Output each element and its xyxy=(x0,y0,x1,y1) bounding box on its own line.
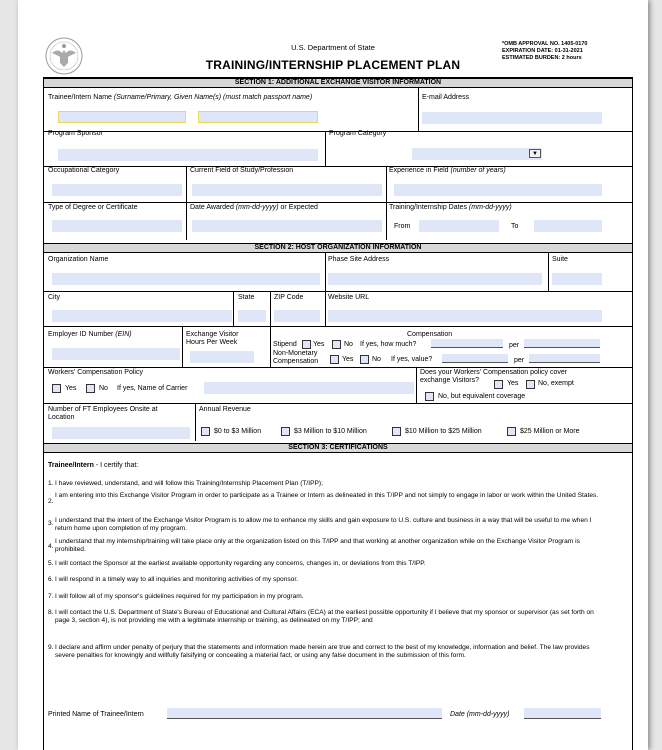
stipend-label: Stipend xyxy=(273,341,297,348)
trainee-name-label: Trainee/Intern Name (Surname/Primary, Given Name(s) (must match passport name) xyxy=(48,94,313,101)
signature-date-label: Date (mm-dd-yyyy) xyxy=(450,711,510,718)
to-date-input[interactable] xyxy=(534,220,602,232)
experience-label: Experience in Field (number of years) xyxy=(389,167,506,174)
wc-cover-yes-label: Yes xyxy=(507,380,519,387)
zip-input[interactable] xyxy=(274,310,320,322)
workers-comp-no-checkbox[interactable] xyxy=(86,384,95,393)
city-label: City xyxy=(48,294,61,301)
program-sponsor-label: Program Sponsor xyxy=(48,130,103,137)
site-address-label: Phase Site Address xyxy=(328,256,390,263)
wc-cover-label-2: exchange Visitors? xyxy=(420,377,480,384)
department-name: U.S. Department of State xyxy=(291,43,375,52)
how-much-label: If yes, how much? xyxy=(360,341,417,348)
suite-label: Suite xyxy=(552,256,568,263)
hours-label-1: Exchange Visitor xyxy=(186,331,239,338)
revenue-25-plus-checkbox[interactable] xyxy=(507,427,516,436)
non-monetary-value-input[interactable] xyxy=(442,354,508,363)
stipend-yes-label: Yes xyxy=(313,341,325,348)
chevron-down-icon[interactable]: ▼ xyxy=(529,149,541,158)
wc-cover-label-1: Does your Workers' Compensation policy cover xyxy=(420,369,568,376)
non-monetary-per-label: per xyxy=(514,357,525,364)
revenue-10-25-checkbox[interactable] xyxy=(392,427,401,436)
training-dates-label: Training/Internship Dates (mm-dd-yyyy) xyxy=(389,204,512,211)
omb-expiration: EXPIRATION DATE: 01-31-2021 xyxy=(502,48,583,54)
email-input[interactable] xyxy=(422,112,602,124)
section1-heading: SECTION 1: ADDITIONAL EXCHANGE VISITOR INFORMATION xyxy=(44,78,632,88)
wc-cover-yes-checkbox[interactable] xyxy=(494,380,503,389)
stipend-per-label: per xyxy=(509,342,520,349)
date-awarded-input[interactable] xyxy=(192,220,382,232)
ein-input[interactable] xyxy=(52,348,180,360)
ft-employees-input[interactable] xyxy=(52,427,190,439)
wc-exempt-label: No, exempt xyxy=(538,380,574,387)
hours-input[interactable] xyxy=(190,351,254,363)
state-input[interactable] xyxy=(238,310,266,322)
section2-heading: SECTION 2: HOST ORGANIZATION INFORMATION xyxy=(44,243,632,253)
hours-label-2: Hours Per Week xyxy=(186,339,238,346)
revenue-10-25-label: $10 Million to $25 Million xyxy=(405,428,482,435)
current-field-input[interactable] xyxy=(192,184,382,196)
revenue-3-10-label: $3 Million to $10 Million xyxy=(294,428,367,435)
non-monetary-no-label: No xyxy=(372,356,381,363)
carrier-label: If yes, Name of Carrier xyxy=(117,385,188,392)
to-label: To xyxy=(511,223,519,230)
non-monetary-yes-checkbox[interactable] xyxy=(330,355,339,364)
org-name-input[interactable] xyxy=(52,273,320,285)
occupational-category-label: Occupational Category xyxy=(48,167,120,174)
stipend-amount-input[interactable] xyxy=(431,339,503,348)
suite-input[interactable] xyxy=(552,273,602,285)
revenue-0-3-label: $0 to $3 Million xyxy=(214,428,262,435)
city-input[interactable] xyxy=(52,310,232,322)
from-date-input[interactable] xyxy=(419,220,499,232)
stipend-yes-checkbox[interactable] xyxy=(302,340,311,349)
wc-equivalent-checkbox[interactable] xyxy=(425,392,434,401)
certification-intro: Trainee/Intern - I certify that: xyxy=(48,462,139,469)
date-awarded-label: Date Awarded (mm-dd-yyyy) or Expected xyxy=(190,204,318,211)
state-label: State xyxy=(238,294,255,301)
ein-label: Employer ID Number (EIN) xyxy=(48,331,132,338)
form-page xyxy=(18,0,648,750)
non-monetary-period-input[interactable] xyxy=(529,354,600,363)
degree-type-input[interactable] xyxy=(52,220,182,232)
given-name-input[interactable] xyxy=(198,111,318,123)
stipend-no-checkbox[interactable] xyxy=(332,340,341,349)
form-body: SECTION 1: ADDITIONAL EXCHANGE VISITOR INFORMATION Trainee/Intern Name (Surname/Primary, Given Name(s) (must match passport name) E-mail Address Program Sponsor Program Category ▼ Occupational Category Current Field of Study/Profession Experience in Field (number of years) Type of Degree or Certificate Date Awarded (mm-dd-yyyy) or Expected Training/Internship Dates (mm-dd-yyyy) From To SECTION 2: HOST ORGANIZATION INFORMATION Organization Name Phase Site Address Suite City State ZIP Code Website URL Employer ID Number (EIN) Exchange Visitor Hours Per Week Compensation Stipend Yes No If yes, how much? per Non-Monetary Compensation Yes No If yes, value? per Workers' Compensation Policy Yes No If yes, Name of Carrier Does your Workers' Compensation policy cover exchange Visitors? Yes No, exempt No, but equivalent coverage Number of FT Employees Onsite at Location Annual Revenue $0 to $3 Million $3 Million to $10 Million $10 Million to $25 Million $25 Million or More SECTION 3: CERTIFICATIONS Trainee/Intern - I certify that: 1. I have reviewed, understand, and will follow this Training/Internship Placement Plan (T/IPP); 2. I am entering into this Exchange Visitor Program in order to participate as a Trainee or Intern as delineated in this T/IPP and not simply to engage in labor or work within the United States. 3. I understand that the intent of the Exchange Visitor Program is to allow me to enhance my skills and gain exposure to U.S. culture and business in a way that will be useful to me when I return home upon completion of my program. 4. I understand that my internship/training will take place only at the organization listed on this T/IPP and that working at another organization while on the Exchange Visitor Program is prohibited. 5. I will contact the Sponsor at the earliest available opportunity regarding any concerns, changes in, or deviations from this T/IPP. 6. I will respond in a timely way to all inquiries and monitoring activities of my sponsor. 7. I will follow all of my sponsor's guidelines required for my participation in my program. 8. I will contact the U.S. Department of State's Bureau of Educational and Cultural Affairs (ECA) at the earliest possible opportunity if I believe that my sponsor or supervisor (as set forth on page 3, section 4), is not providing me with a legitimate internship or training, as delineated on my T/IPP; and 9. I declare and affirm under penalty of perjury that the statements and information made herein are true and correct to the best of my knowledge, information and belief. The law provides severe penalties for knowingly and willfully falsifying or concealing a material fact, or using any false document in the submission of this form. Printed Name of Trainee/Intern Date (mm-dd-yyyy) xyxy=(43,77,633,750)
site-address-input[interactable] xyxy=(328,273,542,285)
zip-label: ZIP Code xyxy=(274,294,304,301)
occupational-category-input[interactable] xyxy=(52,184,182,196)
revenue-0-3-checkbox[interactable] xyxy=(201,427,210,436)
section3-heading: SECTION 3: CERTIFICATIONS xyxy=(44,443,632,453)
stipend-no-label: No xyxy=(344,341,353,348)
email-label: E-mail Address xyxy=(422,94,470,101)
wc-exempt-checkbox[interactable] xyxy=(526,380,535,389)
website-input[interactable] xyxy=(328,310,602,322)
surname-input[interactable] xyxy=(58,111,186,123)
workers-comp-yes-label: Yes xyxy=(65,385,77,392)
from-label: From xyxy=(394,223,411,230)
workers-comp-no-label: No xyxy=(99,385,108,392)
ft-employees-label: Number of FT Employees Onsite at Location xyxy=(48,406,158,421)
degree-type-label: Type of Degree or Certificate xyxy=(48,204,138,211)
value-label: If yes, value? xyxy=(391,356,433,363)
website-label: Website URL xyxy=(328,294,370,301)
non-monetary-yes-label: Yes xyxy=(342,356,354,363)
stipend-period-input[interactable] xyxy=(524,339,600,348)
program-category-select[interactable] xyxy=(412,148,542,160)
revenue-25-plus-label: $25 Million or More xyxy=(520,428,580,435)
annual-revenue-label: Annual Revenue xyxy=(199,406,251,413)
wc-equivalent-label: No, but equivalent coverage xyxy=(438,393,526,400)
printed-name-label: Printed Name of Trainee/Intern xyxy=(48,711,144,718)
signature-date-input[interactable] xyxy=(524,708,601,719)
omb-approval: *OMB APPROVAL NO. 1405-0170 xyxy=(502,41,588,47)
experience-input[interactable] xyxy=(394,184,602,196)
revenue-3-10-checkbox[interactable] xyxy=(281,427,290,436)
non-monetary-no-checkbox[interactable] xyxy=(360,355,369,364)
workers-comp-yes-checkbox[interactable] xyxy=(52,384,61,393)
non-monetary-label: Non-Monetary Compensation xyxy=(273,350,319,365)
org-name-label: Organization Name xyxy=(48,256,109,263)
printed-name-input[interactable] xyxy=(167,708,442,719)
omb-burden: ESTIMATED BURDEN: 2 hours xyxy=(502,55,582,61)
current-field-label: Current Field of Study/Profession xyxy=(190,167,294,174)
carrier-input[interactable] xyxy=(204,382,414,394)
program-category-label: Program Category xyxy=(329,130,387,137)
form-title: TRAINING/INTERNSHIP PLACEMENT PLAN xyxy=(205,58,461,72)
omb-info xyxy=(502,41,587,62)
workers-comp-label: Workers' Compensation Policy xyxy=(48,369,143,376)
program-sponsor-input[interactable] xyxy=(58,149,318,161)
compensation-label: Compensation xyxy=(407,331,453,338)
